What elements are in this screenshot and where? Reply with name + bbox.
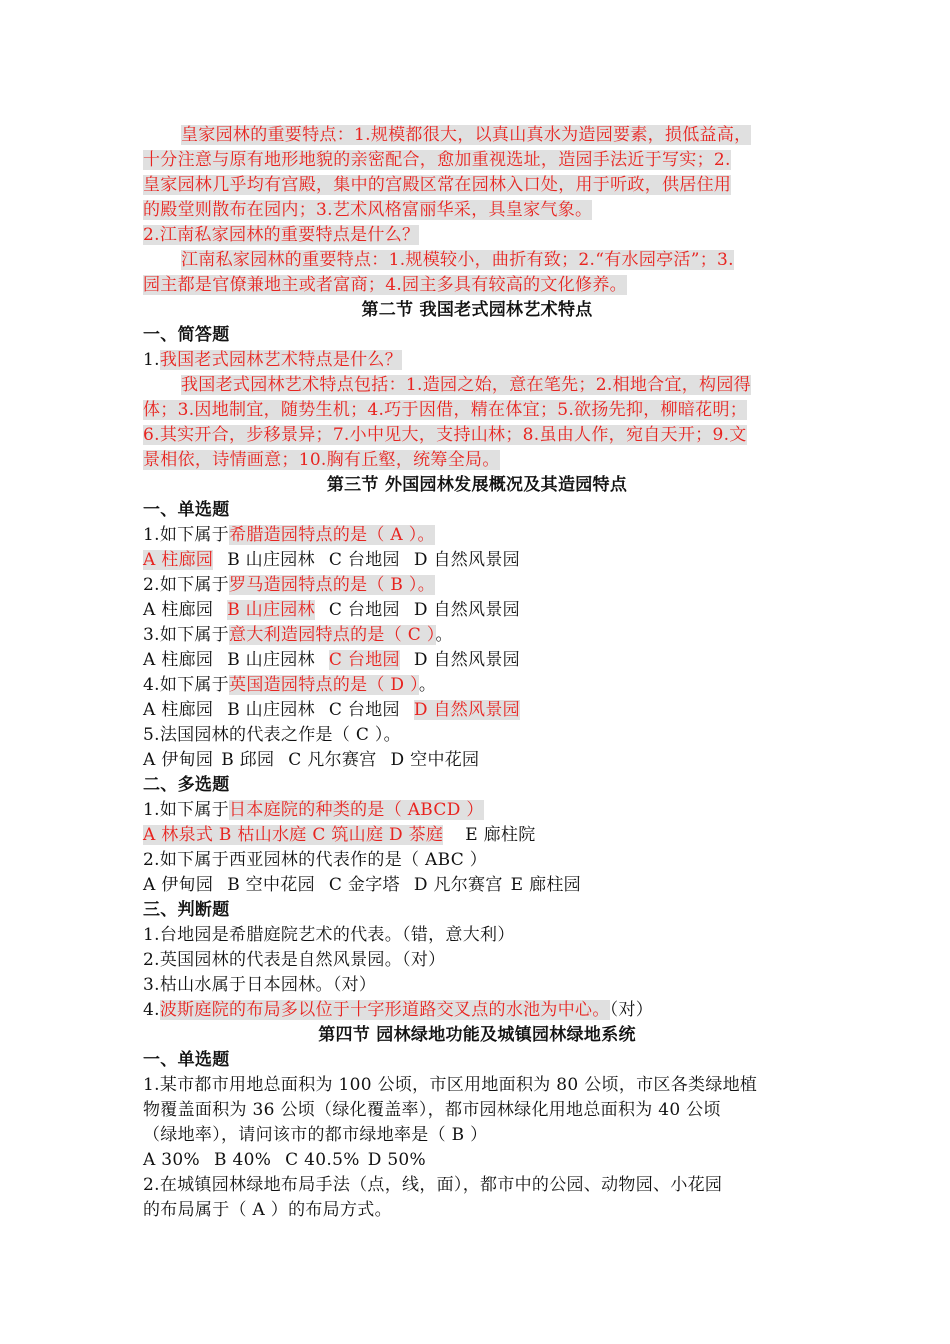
option: A 柱廊园 (143, 700, 214, 720)
question (143, 798, 811, 823)
option: A 伊甸园 (143, 750, 214, 770)
option: C 台地园 (328, 700, 400, 720)
option: B 山庄园林 (227, 600, 315, 620)
question-prefix: 1.如下属于 (143, 800, 230, 820)
options-line (143, 748, 811, 773)
paragraph-line (143, 373, 811, 398)
question (143, 523, 811, 548)
option: B 山庄园林 (227, 650, 315, 670)
option: B 邱园 (221, 750, 275, 770)
subsection-heading: 一、单选题 (143, 500, 230, 520)
answer-note: （对） (609, 1000, 654, 1020)
option: D 50% (367, 1150, 427, 1170)
question-prefix: 1.如下属于 (143, 525, 230, 545)
option: A 伊甸园 (143, 875, 214, 895)
option: C 台地园 (328, 550, 400, 570)
highlighted-text: 的殿堂则散布在园内；3.艺术风格富丽华采，具皇家气象。 (143, 200, 593, 220)
option: D 空中花园 (390, 750, 480, 770)
option: B 枯山水庭 (218, 825, 307, 845)
question-number: 4. (143, 1000, 160, 1020)
highlighted-text: 我国老式园林艺术特点包括：1.造园之始，意在笔先；2.相地合宜，构园得 (181, 375, 751, 395)
option: C 台地园 (328, 600, 400, 620)
question (143, 348, 811, 373)
option: A 林泉式 (143, 825, 214, 845)
option: D 茶庭 (388, 825, 444, 845)
subsection-heading: 一、单选题 (143, 1050, 230, 1070)
paragraph-line (143, 448, 811, 473)
options-line (143, 698, 811, 723)
punctuation: 。 (418, 675, 437, 695)
highlighted-text: 皇家园林的重要特点：1.规模都很大，以真山真水为造园要素，损低益高， (181, 125, 752, 145)
option: E 廊柱院 (465, 825, 536, 845)
paragraph-line: 物覆盖面积为 36 公顷（绿化覆盖率），都市园林绿化用地总面积为 40 公顷 (143, 1100, 721, 1120)
section-heading: 第三节 外国园林发展概况及其造园特点 (326, 475, 628, 495)
option: C 筑山庭 (312, 825, 384, 845)
question (143, 673, 811, 698)
option: E 廊柱园 (510, 875, 581, 895)
highlighted-text: 希腊造园特点的是（ A ）。 (229, 525, 435, 545)
options-line (143, 548, 811, 573)
highlighted-text: 罗马造园特点的是（ B ）。 (229, 575, 436, 595)
question: 2.如下属于西亚园林的代表作的是（ ABC ） (143, 850, 488, 870)
subsection-heading: 二、多选题 (143, 775, 230, 795)
highlighted-text: 体；3.因地制宜，随势生机；4.巧于因借，精在体宜；5.欲扬先抑，柳暗花明； (143, 400, 748, 420)
highlighted-text: 日本庭院的种类的是（ ABCD ） (229, 800, 484, 820)
punctuation: 。 (435, 625, 453, 645)
paragraph-line (143, 273, 811, 298)
option: A 柱廊园 (143, 600, 214, 620)
section-heading: 第二节 我国老式园林艺术特点 (361, 300, 593, 320)
option: A 柱廊园 (143, 550, 214, 570)
highlighted-text: 十分注意与原有地形地貌的亲密配合，愈加重视选址，造园手法近于写实；2. (143, 150, 731, 170)
option: D 自然风景园 (413, 700, 520, 720)
highlighted-text: 江南私家园林的重要特点：1.规模较小，曲折有致；2.“有水园亭活”；3. (181, 250, 734, 270)
question (143, 573, 811, 598)
option: D 自然风景园 (413, 550, 520, 570)
section-heading: 第四节 园林绿地功能及城镇园林绿地系统 (318, 1025, 636, 1045)
paragraph-line (143, 123, 811, 148)
document-body (143, 123, 811, 1223)
subsection-heading: 一、简答题 (143, 325, 230, 345)
options-line (143, 598, 811, 623)
options-line (143, 823, 811, 848)
paragraph-line (143, 398, 811, 423)
judgement-item (143, 998, 811, 1023)
option: D 凡尔赛宫 (413, 875, 503, 895)
paragraph-line (143, 173, 811, 198)
highlighted-text: 波斯庭院的布局多以位于十字形道路交叉点的水池为中心。 (159, 1000, 610, 1020)
paragraph-line: 2.在城镇园林绿地布局手法（点，线，面），都市中的公园、动物园、小花园 (143, 1175, 723, 1195)
question (143, 223, 811, 248)
option: D 自然风景园 (413, 600, 520, 620)
paragraph-line (143, 148, 811, 173)
option: B 山庄园林 (227, 550, 315, 570)
paragraph-line (143, 198, 811, 223)
highlighted-text: 6.其实开合，步移景异；7.小中见大，支持山林；8.虽由人作，宛自天开；9.文 (143, 425, 747, 445)
options-line (143, 1148, 811, 1173)
option: B 山庄园林 (227, 700, 315, 720)
paragraph-line: 的布局属于（ A ）的布局方式。 (143, 1200, 392, 1220)
judgement-item: 3.枯山水属于日本园林。（对） (143, 975, 377, 995)
highlighted-text: 园主都是官僚兼地主或者富商；4.园主多具有较高的文化修养。 (143, 275, 627, 295)
options-line (143, 648, 811, 673)
judgement-item: 1.台地园是希腊庭院艺术的代表。（错，意大利） (143, 925, 515, 945)
question: 5.法国园林的代表之作是（ C ）。 (143, 725, 401, 745)
question (143, 623, 811, 648)
option: C 凡尔赛宫 (288, 750, 377, 770)
highlighted-text: 景相依，诗情画意；10.胸有丘壑，统筹全局。 (143, 450, 500, 470)
paragraph-line: 1.某市都市用地总面积为 100 公顷，市区用地面积为 80 公顷，市区各类绿地植 (143, 1075, 758, 1095)
paragraph-line: （绿地率），请问该市的都市绿地率是（ B ） (143, 1125, 488, 1145)
question-prefix: 3.如下属于 (143, 625, 230, 645)
question-prefix: 2.如下属于 (143, 575, 230, 595)
judgement-item: 2.英国园林的代表是自然风景园。（对） (143, 950, 446, 970)
option: A 柱廊园 (143, 650, 214, 670)
option: B 空中花园 (227, 875, 315, 895)
highlighted-text: 我国老式园林艺术特点是什么？ (159, 350, 403, 370)
option: D 自然风景园 (413, 650, 520, 670)
highlighted-text: 皇家园林几乎均有宫殿，集中的宫殿区常在园林入口处，用于听政，供居住用 (143, 175, 732, 195)
option: B 40% (213, 1150, 272, 1170)
option: C 台地园 (328, 650, 400, 670)
options-line (143, 873, 811, 898)
highlighted-text: 2.江南私家园林的重要特点是什么？ (143, 225, 420, 245)
paragraph-line (143, 248, 811, 273)
option: A 30% (143, 1150, 200, 1170)
question-prefix: 4.如下属于 (143, 675, 230, 695)
option: C 40.5% (285, 1150, 360, 1170)
question-number: 1. (143, 350, 160, 370)
option: C 金字塔 (328, 875, 400, 895)
highlighted-text: 意大利造园特点的是（ C ） (229, 625, 436, 645)
highlighted-text: 英国造园特点的是（ D ） (229, 675, 419, 695)
subsection-heading: 三、判断题 (143, 900, 230, 920)
paragraph-line (143, 423, 811, 448)
